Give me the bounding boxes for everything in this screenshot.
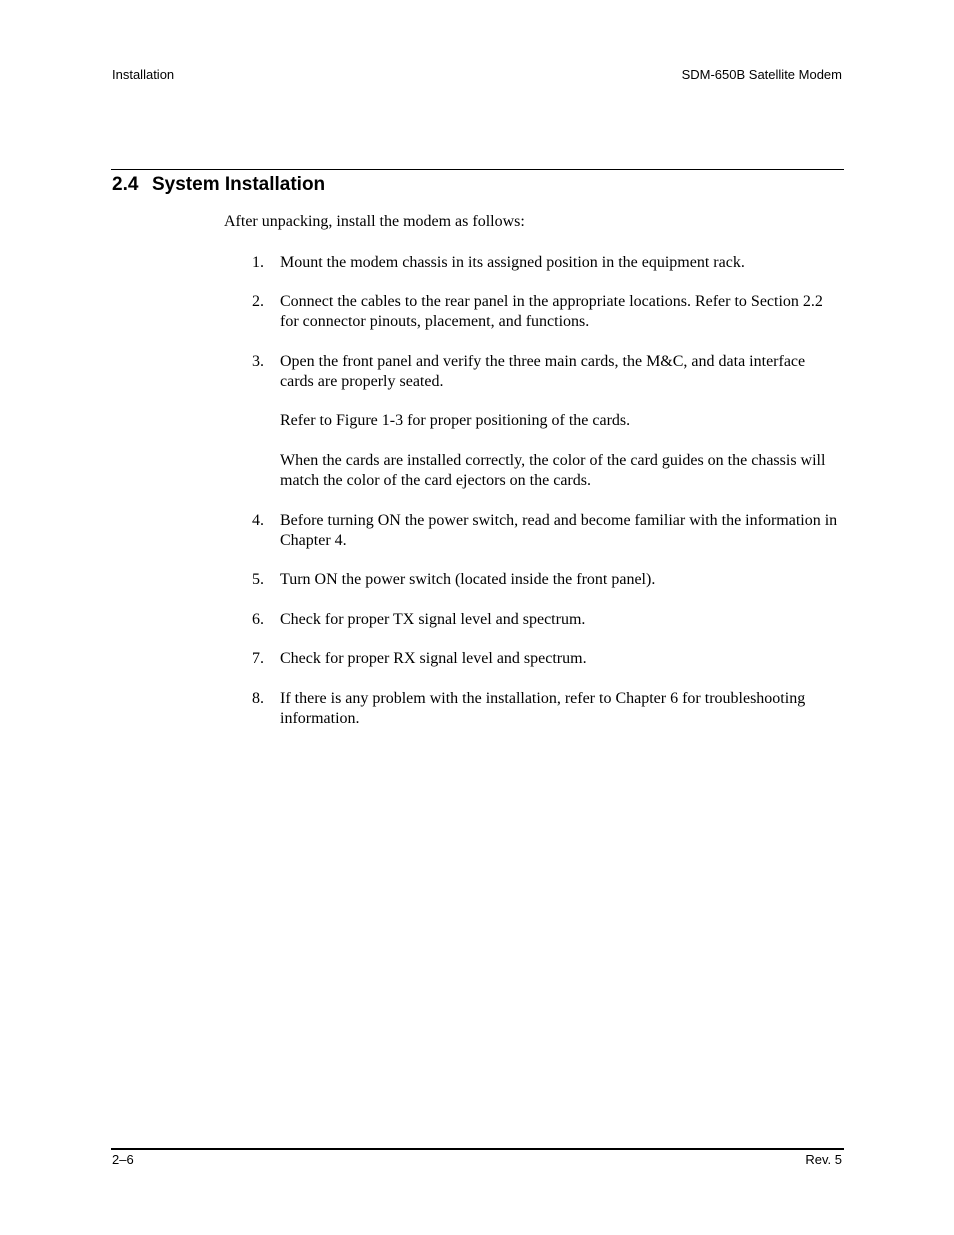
list-item-text: Mount the modem chassis in its assigned position in the equipment rack. [280, 254, 745, 271]
list-item-number: 2. [252, 293, 264, 310]
section-title: System Installation [152, 174, 326, 195]
page-number: 2–6 [112, 1152, 134, 1167]
section-divider-top [111, 169, 844, 170]
list-item-text: Open the front panel and verify the three main cards, the M&C, and data interface cards are properly seated. [280, 353, 806, 390]
list-item-number: 1. [252, 254, 264, 271]
list-item-text: Check for proper RX signal level and spectrum. [280, 650, 587, 667]
list-item-number: 7. [252, 650, 264, 667]
list-item-text: Connect the cables to the rear panel in the appropriate locations. Refer to Section 2.2 for connector pinouts, placement, and functions. [280, 293, 823, 330]
list-item-text: Before turning ON the power switch, read and become familiar with the information in Chapter 4. [280, 512, 838, 549]
header-section-name: Installation [112, 67, 175, 82]
list-item-text: Check for proper TX signal level and spectrum. [280, 611, 586, 628]
list-item-number: 6. [252, 611, 264, 628]
list-item-number: 3. [252, 353, 264, 370]
list-item-number: 5. [252, 571, 264, 588]
revision-label: Rev. 5 [805, 1152, 842, 1167]
list-item-note: When the cards are installed correctly, the color of the card guides on the chassis will match the color of the card ejectors on the cards. [280, 452, 826, 489]
section-number: 2.4 [112, 174, 139, 195]
list-item-text: Turn ON the power switch (located inside the front panel). [280, 571, 656, 588]
footer-divider [111, 1148, 844, 1150]
list-item-number: 4. [252, 512, 264, 529]
list-item-number: 8. [252, 690, 264, 707]
section-heading [112, 173, 325, 197]
intro-paragraph: After unpacking, install the modem as follows: [224, 213, 525, 230]
header-document-title: SDM-650B Satellite Modem [681, 67, 842, 82]
list-item-text: If there is any problem with the installation, refer to Chapter 6 for troubleshooting information. [280, 690, 806, 727]
list-item-note: Refer to Figure 1-3 for proper positioning of the cards. [280, 412, 631, 429]
